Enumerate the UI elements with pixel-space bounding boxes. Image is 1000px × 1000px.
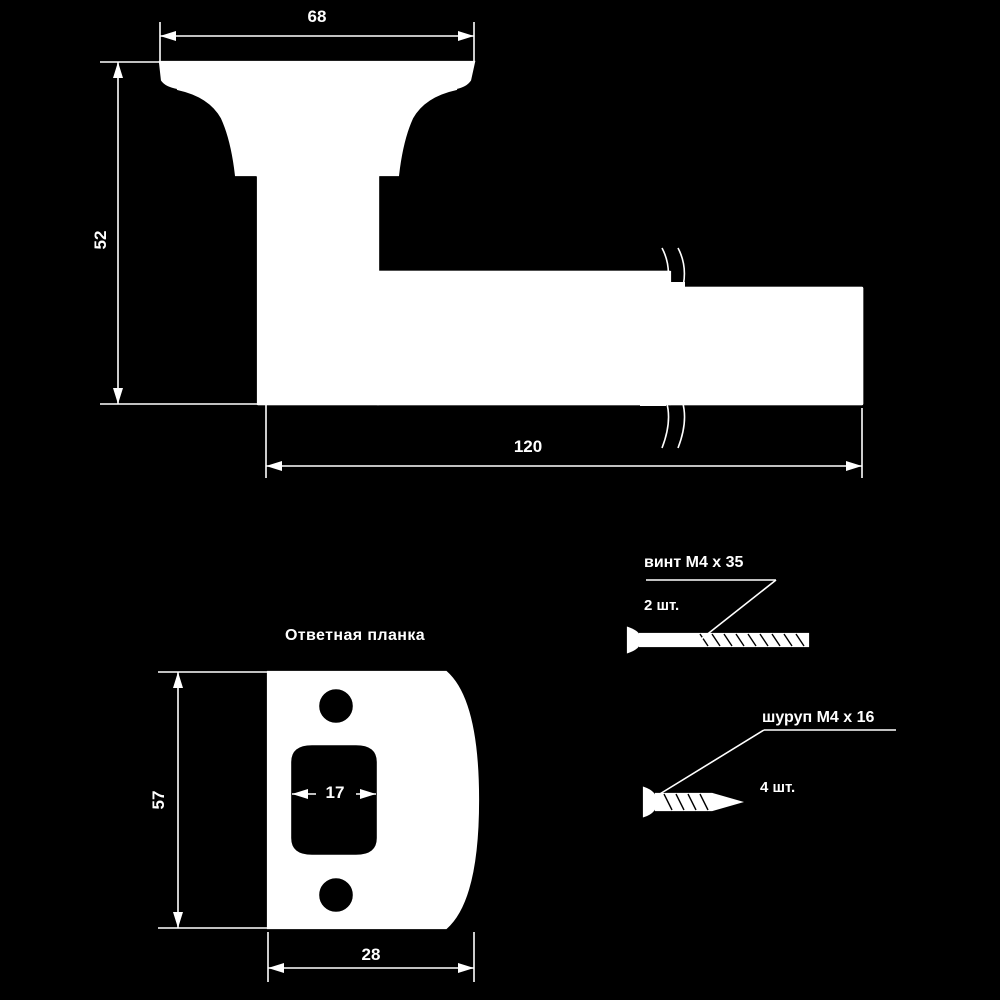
- dim-plate-width: [268, 932, 474, 982]
- dim-top-width-label: 68: [307, 7, 327, 26]
- hardware-screw-bolt: [628, 580, 808, 652]
- dim-length-label: 120: [513, 437, 543, 456]
- dim-length: [266, 404, 862, 478]
- screw-bolt-name: винт M4 x 35: [644, 554, 744, 571]
- screw-hole-bottom: [318, 877, 354, 913]
- screw-hole-top: [318, 688, 354, 724]
- dim-cutout-height-label: 26: [397, 790, 416, 810]
- dim-plate-height-label: 57: [149, 790, 168, 810]
- wood-screw-qty: 4 шт.: [760, 779, 796, 796]
- bottom-view-title: Ответная планка: [284, 627, 426, 644]
- handle-profile: [160, 62, 862, 448]
- screw-bolt-qty: 2 шт.: [644, 597, 680, 614]
- strike-plate: [268, 672, 478, 928]
- dim-height-label: 52: [91, 230, 110, 250]
- hardware-wood-screw: [644, 730, 896, 816]
- dim-top-width: [160, 22, 474, 62]
- dim-plate-height: [149, 672, 268, 928]
- dim-plate-width-label: 28: [361, 945, 381, 964]
- dim-cutout-width-label: 17: [325, 783, 345, 802]
- wood-screw-name: шуруп M4 x 16: [762, 709, 875, 726]
